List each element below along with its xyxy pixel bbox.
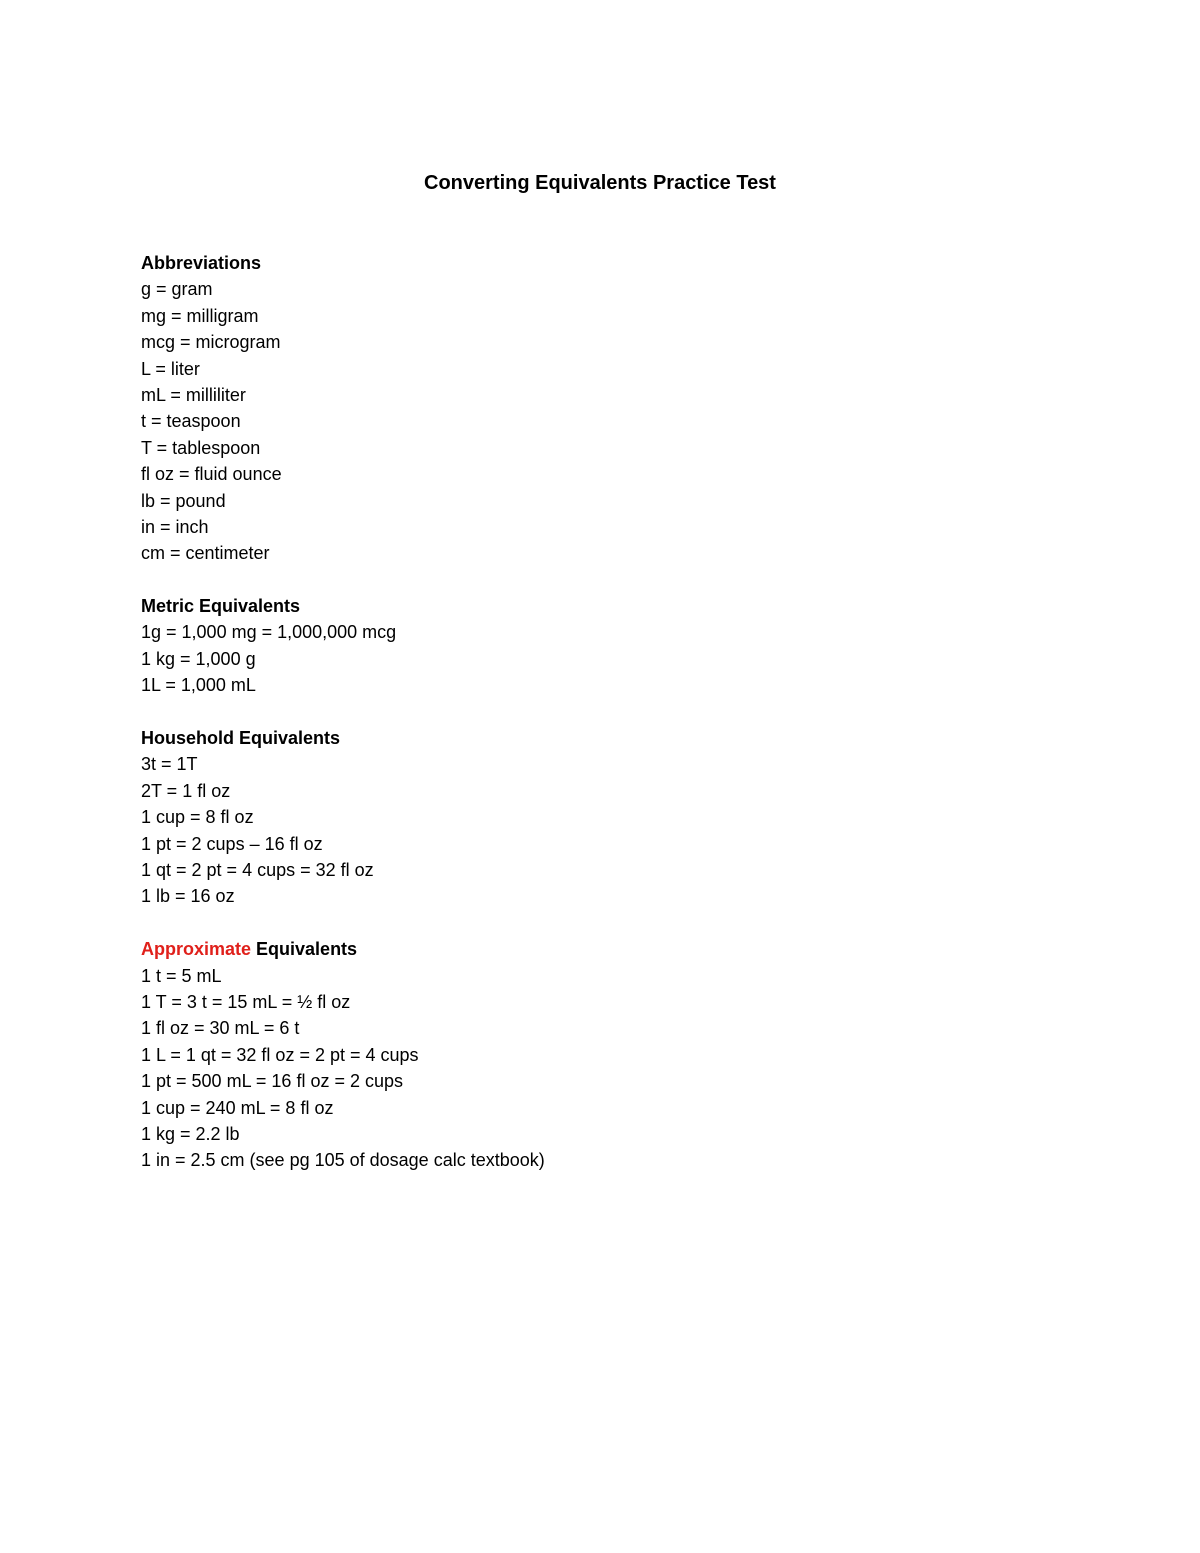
metric-equivalent-item: 1g = 1,000 mg = 1,000,000 mcg — [141, 622, 397, 643]
household-equivalent-item: 3t = 1T — [141, 754, 198, 775]
approximate-equivalents-heading — [141, 936, 1041, 962]
abbreviation-item: in = inch — [141, 516, 209, 537]
approximate-equivalent-item: 1 L = 1 qt = 32 fl oz = 2 pt = 4 cups — [141, 1044, 419, 1065]
abbreviations-section — [141, 250, 1041, 567]
abbreviation-item: T = tablespoon — [141, 437, 261, 458]
abbreviation-item: mcg = microgram — [141, 332, 281, 353]
approximate-equivalent-item: 1 cup = 240 mL = 8 fl oz — [141, 1097, 334, 1118]
abbreviation-item: fl oz = fluid ounce — [141, 464, 282, 485]
abbreviation-item: g = gram — [141, 279, 213, 300]
approximate-equivalents-section — [141, 936, 1041, 1174]
abbreviation-item: L = liter — [141, 358, 200, 379]
approximate-highlight: Approximate — [141, 939, 252, 960]
approximate-equivalent-item: 1 fl oz = 30 mL = 6 t — [141, 1018, 300, 1039]
metric-equivalent-item: 1 kg = 1,000 g — [141, 648, 256, 669]
approximate-equivalent-item: 1 T = 3 t = 15 mL = ½ fl oz — [141, 991, 351, 1012]
abbreviation-item: mg = milligram — [141, 305, 259, 326]
page-title: Converting Equivalents Practice Test — [424, 172, 776, 194]
abbreviations-heading: Abbreviations — [141, 253, 262, 273]
household-equivalent-item: 1 lb = 16 oz — [141, 886, 235, 907]
household-equivalent-item: 1 cup = 8 fl oz — [141, 807, 254, 828]
household-equivalents-section — [141, 725, 1041, 910]
document-body — [141, 250, 1041, 1200]
metric-equivalents-heading: Metric Equivalents — [141, 596, 301, 617]
approximate-equivalent-item: 1 t = 5 mL — [141, 965, 222, 986]
metric-equivalents-section — [141, 593, 1041, 699]
approximate-equivalent-item: 1 kg = 2.2 lb — [141, 1123, 240, 1144]
abbreviation-item: lb = pound — [141, 490, 226, 511]
abbreviation-item: mL = milliliter — [141, 384, 246, 405]
household-equivalents-heading: Household Equivalents — [141, 728, 341, 749]
approximate-equivalent-item: 1 in = 2.5 cm (see pg 105 of dosage calc textbook) — [141, 1150, 545, 1171]
household-equivalent-item: 1 qt = 2 pt = 4 cups = 32 fl oz — [141, 859, 374, 880]
abbreviation-item: t = teaspoon — [141, 411, 241, 432]
approximate-equivalent-item: 1 pt = 500 mL = 16 fl oz = 2 cups — [141, 1071, 404, 1092]
approximate-heading-rest: Equivalents — [251, 939, 358, 960]
household-equivalent-item: 1 pt = 2 cups – 16 fl oz — [141, 833, 323, 854]
metric-equivalent-item: 1L = 1,000 mL — [141, 675, 256, 696]
abbreviation-item: cm = centimeter — [141, 543, 270, 564]
household-equivalent-item: 2T = 1 fl oz — [141, 780, 231, 801]
